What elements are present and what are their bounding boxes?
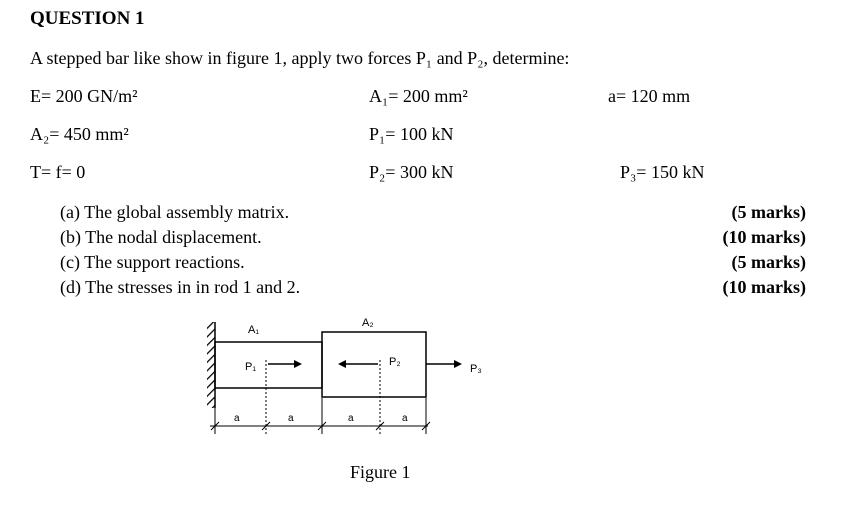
part-d: (d) The stresses in in rod 1 and 2. <box>60 277 301 297</box>
given-T: T= f= 0 <box>30 162 86 182</box>
dim-a-2: a <box>288 413 294 424</box>
given-a: a= 120 mm <box>608 86 691 106</box>
marks-c: (5 marks) <box>731 252 806 272</box>
dim-a-3: a <box>348 413 354 424</box>
given-E: E= 200 GN/m² <box>30 86 138 106</box>
part-c: (c) The support reactions. <box>60 252 245 272</box>
bar-segment-1 <box>215 342 322 388</box>
marks-a: (5 marks) <box>731 202 806 222</box>
label-P3: P₃ <box>470 363 482 375</box>
marks-d: (10 marks) <box>722 277 806 297</box>
given-P1: P₁= 100 kN <box>369 124 454 144</box>
label-P2: P₂ <box>389 356 401 368</box>
label-P1: P₁ <box>245 361 257 373</box>
given-A2: A₂= 450 mm² <box>30 124 129 144</box>
given-A1: A₁= 200 mm² <box>369 86 468 106</box>
given-P3: P₃= 150 kN <box>620 162 705 182</box>
part-a: (a) The global assembly matrix. <box>60 202 290 222</box>
label-A2: A₂ <box>362 317 374 329</box>
given-P2: P₂= 300 kN <box>369 162 454 182</box>
part-b: (b) The nodal displacement. <box>60 227 262 247</box>
dim-a-4: a <box>402 413 408 424</box>
question-title: QUESTION 1 <box>30 8 145 29</box>
wall-support <box>207 322 215 408</box>
marks-b: (10 marks) <box>722 227 806 247</box>
question-intro: A stepped bar like show in figure 1, apply two forces P₁ and P₂, determine: <box>30 48 570 68</box>
label-A1: A₁ <box>248 324 260 336</box>
dim-a-1: a <box>234 413 240 424</box>
figure-caption: Figure 1 <box>350 462 411 482</box>
